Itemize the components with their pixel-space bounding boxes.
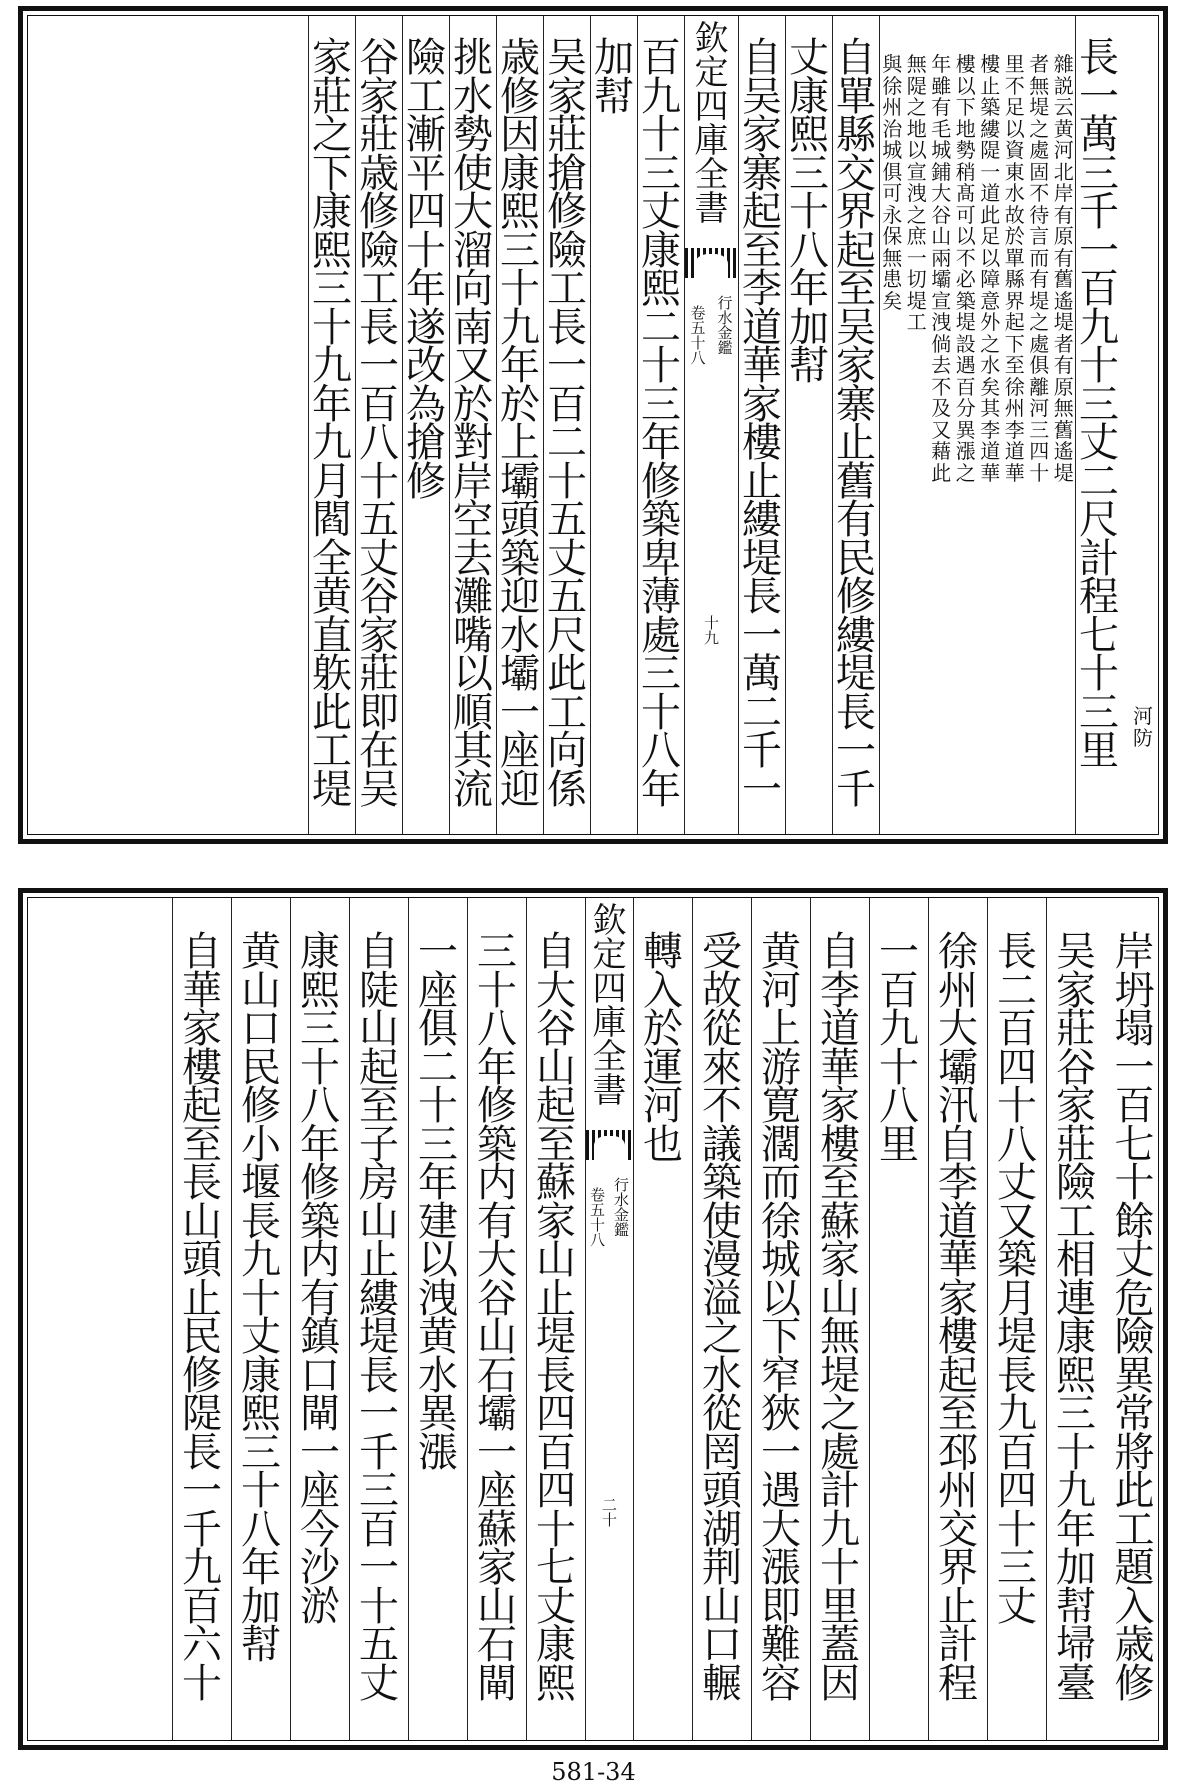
upper-commentary-line-text: 者 無 堤 之 處 固 不 待 言 而 有 堤 之 處 俱 離 河 三 四 十 (1029, 52, 1050, 485)
upper-text-column-text: 百 九 十 三 丈 康 熙 二 十 三 年 修 築 卑 薄 處 三 十 八 年 (641, 35, 681, 813)
page-footer-number: 581-34 (551, 1758, 636, 1786)
upper-text-column (1075, 16, 1122, 834)
upper-text-column-text: 家 莊 之 下 康 熙 三 十 九 年 九 月 閻 全 黄 直 䠶 此 工 堤 (312, 35, 352, 813)
lower-spine (585, 898, 633, 1740)
lower-spine-page-number: 二 十 (601, 1496, 617, 1529)
fishtail-ornament-icon (685, 248, 738, 278)
lower-text-column (1046, 898, 1105, 1740)
upper-commentary-line (978, 24, 1003, 834)
upper-text-column-text: 谷 家 莊 歳 修 險 工 長 一 百 八 十 五 丈 谷 家 莊 即 在 吴 (359, 35, 399, 813)
upper-text-column (308, 16, 355, 834)
lower-text-column-text: 三 十 八 年 修 築 内 有 大 谷 山 石 壩 一 座 蘇 家 山 石 閘 (477, 929, 517, 1707)
upper-spine-title: 欽 定 四 庫 全 書 (694, 19, 729, 229)
lower-text-column-text: 徐 州 大 壩 汛 自 李 道 華 家 樓 起 至 邳 州 交 界 止 計 程 (938, 929, 978, 1707)
upper-commentary-block (879, 16, 1075, 834)
lower-text-column-text: 自 陡 山 起 至 子 房 山 止 縷 堤 長 一 千 三 百 一 十 五 丈 (359, 929, 399, 1707)
upper-spine-juan: 卷 五 十 八 (690, 304, 706, 367)
upper-commentary-line (880, 24, 905, 834)
upper-text-column (402, 16, 449, 834)
lower-text-column-text: 康 熙 三 十 八 年 修 築 内 有 鎮 口 閘 一 座 今 沙 淤 (300, 929, 340, 1630)
upper-text-column (543, 16, 590, 834)
lower-text-column-text: 岸 坍 塌 一 百 七 十 餘 丈 危 險 異 常 將 此 工 題 入 歳 修 (1114, 929, 1155, 1707)
lower-text-column-text: 長 二 百 四 十 八 丈 又 築 月 堤 長 九 百 四 十 三 丈 (997, 929, 1037, 1630)
lower-text-column (526, 898, 585, 1740)
upper-commentary-line-text: 里 不 足 以 資 東 水 故 於 單 縣 界 起 下 至 徐 州 李 道 華 (1004, 52, 1025, 485)
upper-spine-page-number: 十 九 (703, 614, 719, 647)
lower-text-column (467, 898, 526, 1740)
lower-text-column (172, 898, 231, 1740)
lower-text-column (633, 898, 692, 1740)
upper-commentary-line-text: 與 徐 州 治 城 俱 可 永 保 無 患 矣 (882, 52, 903, 313)
lower-text-column-text: 一 座 俱 二 十 三 年 建 以 洩 黄 水 異 漲 (418, 929, 458, 1476)
upper-spine (684, 16, 738, 834)
lower-spine-juan: 卷 五 十 八 (589, 1186, 605, 1249)
upper-commentary-line-text: 無 隄 之 地 以 宣 洩 之 庶 一 切 堤 工 (906, 52, 927, 334)
upper-text-column-text: 吴 家 莊 搶 修 險 工 長 一 百 二 十 五 丈 五 尺 此 工 向 係 (547, 35, 587, 813)
upper-text-column-text: 挑 水 勢 使 大 溜 向 南 又 於 對 岸 空 去 灘 嘴 以 順 其 流 (453, 35, 493, 813)
upper-text-column (637, 16, 684, 834)
upper-right-label (1122, 16, 1164, 834)
lower-text-column (869, 898, 928, 1740)
upper-commentary-line (954, 24, 979, 834)
upper-text-column (496, 16, 543, 834)
upper-page (18, 6, 1168, 844)
upper-text-column (738, 16, 785, 834)
lower-text-column (231, 898, 290, 1740)
upper-text-column-text: 歳 修 因 康 熙 三 十 九 年 於 上 壩 頭 築 迎 水 壩 一 座 迎 (500, 35, 540, 813)
upper-commentary-line (1003, 24, 1028, 834)
lower-text-column-text: 黄 河 上 游 寛 濶 而 徐 城 以 下 窄 狹 一 遇 大 漲 即 難 容 (761, 929, 801, 1707)
upper-text-column (785, 16, 832, 834)
lower-text-column (290, 898, 349, 1740)
upper-spine-book: 行 水 金 鑑 (717, 294, 733, 357)
lower-text-column-text: 自 華 家 樓 起 至 長 山 頭 止 民 修 隄 長 一 千 九 百 六 十 (182, 929, 222, 1707)
upper-text-column-text: 加 幇 (594, 35, 634, 120)
upper-commentary-line-text: 樓 止 築 縷 隄 一 道 此 足 以 障 意 外 之 水 矣 其 李 道 華 (980, 52, 1001, 485)
upper-commentary-line-text: 年 雖 有 毛 城 鋪 大 谷 山 兩 壩 宣 洩 倘 去 不 及 又 藉 此 (931, 52, 952, 485)
lower-spine-title: 欽 定 四 庫 全 書 (592, 901, 627, 1111)
fishtail-ornament-icon (586, 1130, 633, 1160)
upper-text-column-text: 丈 康 熙 三 十 八 年 加 幇 (789, 35, 829, 389)
upper-page-frame (27, 15, 1159, 835)
upper-text-column-text: 自 吴 家 寨 起 至 李 道 華 家 樓 止 縷 堤 長 一 萬 二 千 一 (742, 35, 782, 813)
lower-text-column (810, 898, 869, 1740)
upper-text-column (355, 16, 402, 834)
lower-text-column (408, 898, 467, 1740)
lower-text-column-text: 轉 入 於 運 河 也 (643, 929, 683, 1168)
upper-text-column (832, 16, 879, 834)
lower-text-column (751, 898, 810, 1740)
upper-text-column-text: 險 工 漸 平 四 十 年 遂 改 為 搶 修 (406, 35, 446, 505)
lower-text-column-text: 吴 家 莊 谷 家 莊 險 工 相 連 康 熙 三 十 九 年 加 幇 埽 臺 (1056, 929, 1096, 1707)
lower-text-column-text: 黄 山 口 民 修 小 堰 長 九 十 丈 康 熙 三 十 八 年 加 幇 (241, 929, 281, 1668)
upper-commentary-line (1052, 24, 1077, 834)
upper-commentary-line (1027, 24, 1052, 834)
upper-commentary-line (929, 24, 954, 834)
upper-text-column (590, 16, 637, 834)
lower-text-column (349, 898, 408, 1740)
lower-text-column-text: 受 故 從 來 不 議 築 使 漫 溢 之 水 從 罔 頭 湖 荆 山 口 輾 (702, 929, 742, 1707)
upper-commentary-line-text: 雜 説 云 黄 河 北 岸 有 原 有 舊 遙 堤 者 有 原 無 舊 遙 堤 (1053, 52, 1074, 485)
lower-text-column-text: 自 李 道 華 家 樓 至 蘇 家 山 無 堤 之 處 計 九 十 里 蓋 因 (820, 929, 860, 1707)
lower-text-column-text: 自 大 谷 山 起 至 蘇 家 山 止 堤 長 四 百 四 十 七 丈 康 熙 (536, 929, 576, 1707)
upper-commentary-line (905, 24, 930, 834)
lower-text-column-text: 一 百 九 十 八 里 (879, 929, 919, 1168)
upper-commentary-line-text: 樓 以 下 地 勢 稍 髙 可 以 不 必 築 堤 設 遇 百 分 異 漲 之 (955, 52, 976, 485)
upper-text-column-text: 長 一 萬 三 千 一 百 九 十 三 丈 二 尺 計 程 七 十 三 里 (1079, 35, 1119, 774)
lower-spine-book: 行 水 金 鑑 (613, 1176, 629, 1239)
lower-page (18, 888, 1168, 1750)
lower-page-frame (27, 897, 1159, 1741)
lower-text-column (987, 898, 1046, 1740)
upper-text-column (449, 16, 496, 834)
upper-text-column-text: 自 單 縣 交 界 起 至 吴 家 寨 止 舊 有 民 修 縷 堤 長 一 千 (836, 35, 876, 813)
upper-right-label-text: 河 防 (1133, 704, 1153, 750)
lower-text-column (1105, 898, 1164, 1740)
lower-text-column (692, 898, 751, 1740)
lower-text-column (928, 898, 987, 1740)
